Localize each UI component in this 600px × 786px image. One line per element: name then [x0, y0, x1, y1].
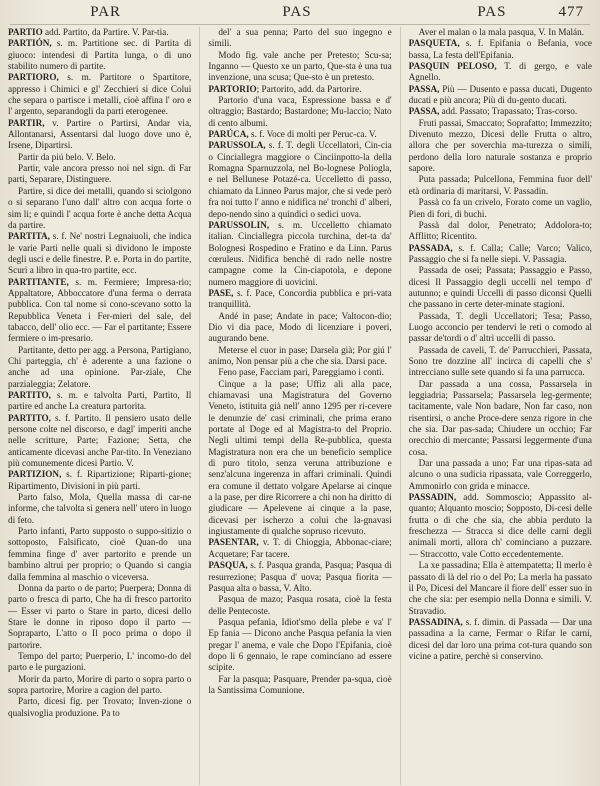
dictionary-entry: Cinque a la pase; Uffiz ali alla pace, chiamavasi una Magistratura del Governo Veneto, istituita già nell' anno 1295 per ri-cevere le denunzie de' casi criminali, che prima erano portate al Doge ed al Magistra-to del Proprio. Negli ultimi tempi della Re-pubblica, questa Magistratura non era che un beneficio semplice di puro titolo, senza veruna attribuzione e senz'alcuna ingerenza in affari criminali. Quindi era comune il dettato volgare Apelarse ai cinque a la pase, per dire Ricorrere a chi non ha diritto di giudicare — Apelevene ai cinque a la pase, dicevasi per ischerzo a colui che la-gnavasi ingiustamente di qualche sopruso ricevuto.	[208, 378, 392, 537]
column-divider	[400, 27, 401, 785]
dictionary-entry: PARÚCA, s. f. Voce di molti per Peruc-ca. V.	[208, 129, 377, 140]
entry-headword: PASENTAR,	[208, 537, 259, 548]
dictionary-entry: PASE, s. f. Pace, Concordia pubblica e pri-vata tranquillità.	[208, 287, 392, 310]
dictionary-entry: PARTITANTE, s. m. Fermiere; Impresa-rio; Appaltatore, Abboccatore d'una ferma o derrata pubblica. Con tal nome si cono-scevano sotto la Repubblica Veneta i Fer-mieri del sale, del tabacco, dell' olio ecc. — Far el partitante; Essere fermiere o im-presario.	[8, 276, 192, 344]
dictionary-entry: Passà dal dolor, Penetrato; Addolora-to; Afflitto; Ricentito.	[408, 219, 592, 242]
dictionary-entry: PARUSSOLIN, s. m. Uccelletto chiamato italian. Cinciallegra piccola turchina, det-ta da' Bolognesi Rospedino e Fratino e da Linn. Parus cœruleus. Nidifica benchè di rado nelle nostre campagne come la Cin-ciapotola, e depone numero maggiore di uovicini.	[208, 219, 392, 287]
dictionary-entry: Partir da piú belo. V. Belo.	[18, 151, 116, 162]
dictionary-entry: PARTIÓN, s. m. Partitione sec. di Partita di giuoco: intendesi di Partita lunga, o di uno stabilito numero di partite.	[8, 38, 192, 72]
dictionary-entry: Partorio d'una vaca, Espressione bassa e d' oltraggio; Bastardo; Bastardone; Mu-laccio; Nato di cento albumi.	[208, 95, 392, 128]
entry-headword: PARUSSOLA,	[208, 140, 266, 151]
dictionary-entry: Partire, si dice dei metalli, quando si sciolgono o si separano l'uno dall' altro con acqua forte o sim li; e quindi l' acqua forte è anche detta Acqua da partire.	[8, 185, 192, 230]
dictionary-entry: PASSADA, s. f. Calla; Calle; Varco; Valico, Passaggio che si fa nelle siepi. V. Passagia.	[408, 242, 592, 264]
dictionary-entry: La xe passadina; Ella è attempatetta; Il merlo è passato di là del rio o del Po; La merla ha passato il Po, Dicesi del Mancare il fiore dell' esser suo in che che sia: per esempio nella Donna e simili. V. Stravadio.	[408, 560, 592, 616]
dictionary-entry: Passada de caveli, T. de' Parrucchieri, Passata, Sono tre dozzine all' incirca di capelli che s' intrecciano sulle sete quando si fa una parrucca.	[408, 344, 592, 378]
dictionary-entry: Far la pasqua; Pasquare, Prender pa-squa, cioè la Santissima Comunione.	[208, 673, 392, 695]
dictionary-entry: PASSADIN, add. Sommoscio; Appassito al-quanto; Alquanto moscio; Sopposto, Di-cesi delle frutta o di che che sia, che abbia perduto la freschezza — Stracca si dice delle carni degli animali morti, allora ch' cominciano a puzzare. — Straccotto, vale Cotto eccedentemente.	[408, 492, 592, 559]
header-right-headword: PAS	[477, 4, 507, 20]
header-right	[393, 4, 590, 21]
column-left	[8, 27, 191, 785]
dictionary-entry: Modo fig. vale anche per Pretesto; Scu-sa; Inganno — Questo xe un parto, Que-sta è una tua invenzione, una scusa; Que-sto è un pretesto.	[208, 49, 392, 83]
entry-headword: PARTITO,	[8, 390, 51, 400]
entry-headword: PARTITO,	[8, 412, 51, 423]
dictionary-entry: Morir da parto, Morire di parto o sopra parto o sopra partorire, Morire a cagion del parto.	[8, 673, 192, 695]
dictionary-entry: Tempo del parto; Puerperio, L' incomo-do del parto e le purgazioni.	[8, 650, 192, 673]
dictionary-entry: PASQUETA, s. f. Epifania o Befania, voce bassa, La festa dell'Epifania.	[408, 38, 592, 60]
dictionary-entry: PARTIO add. Partito, da Partire. V. Par-tia.	[8, 27, 169, 37]
dictionary-entry: Meterse el cuor in pase; Darsela già; Por giú l' animo, Non pensar più a che che sia. Darsi pace.	[208, 344, 392, 366]
running-header	[10, 4, 590, 25]
entry-headword: PASSA,	[408, 83, 440, 94]
dictionary-entry: PARUSSOLA, s. f. T. degli Uccellatori, Cin-cia o Cinciallegra maggiore o Cinciinpotto-la della Romagna Sparnuzzola, nel Bo-lognese Poliogla, e nel Bellunese Potazé-ca. Uccelletto di passo, chiamato da Linneo Parus major, che si vede però fra noi tutto l' anno e nidifica ne' tronchi d' alberi, depo-nendo sino a quindici o sedici uova.	[208, 140, 392, 219]
column-middle	[208, 27, 391, 785]
dictionary-entry: Fruti passai, Smaccato; Soprafatto; Immezzito; Divenuto mezzo, Dicesi delle Frutta o altro, allora che per soverchia ma-turezza o simili, perdono della loro naturale sostanza e proprio sapore.	[408, 117, 592, 174]
dictionary-entry: PARTIZION, s. f. Ripartizione; Riparti-gione; Ripartimento, Divisioni in più parti.	[8, 469, 192, 491]
dictionary-entry: Feno pase, Facciam pari, Pareggiamo i conti.	[218, 367, 384, 378]
entry-headword: PASSADINA,	[408, 616, 463, 627]
entry-headword: PARUSSOLIN,	[208, 219, 270, 230]
entry-headword: PARTIORO,	[8, 72, 59, 83]
column-right	[409, 27, 592, 785]
header-center-headword: PAS	[282, 4, 312, 20]
dictionary-entry: Partir, vale ancora presso noi nel sign. di Far parti, Separare, Distinguere.	[8, 163, 192, 185]
entry-headword: PARTIÓN,	[8, 38, 52, 49]
dictionary-entry: PASSA, Più — Dusento e passa ducati, Dugento ducati e più ancora; Più di du-gento ducati.	[408, 83, 592, 106]
dictionary-entry: del' a sua penna; Parto del suo ingegno e simili.	[208, 27, 392, 49]
entry-headword: PARTIO	[8, 27, 46, 37]
dictionary-entry: PASQUIN PELOSO, T. di gergo, e vale Agnello.	[408, 61, 592, 83]
entry-headword: PASQUA,	[208, 560, 248, 571]
dictionary-entry: PARTITO, s. m. e talvolta Parti, Partito, Il partire ed anche La creatura partorita.	[8, 390, 192, 412]
entry-headword: PARTITANTE,	[8, 276, 69, 287]
dictionary-entry: Dar passada a una cossa, Passarsela in leggiadria; Passarsela; Passarsela leg-germente; tacitamente, vale Non badare, Non far caso, non risentirsi, o anche Proce-dere senza rigore in che che sia. Dar pas-sada; Chiudere un occhio; Far orecchio di mercante; Passarsi leggermente d'una cosa.	[408, 378, 592, 457]
dictionary-entry: Aver el malan o la mala pasqua, V. In Malán.	[418, 27, 584, 37]
entry-headword: PASSADA,	[408, 242, 453, 253]
entry-headword: PARÚCA,	[208, 129, 249, 140]
text-columns	[8, 27, 592, 785]
page-number: 477	[558, 4, 584, 20]
entry-headword: PASQUIN PELOSO,	[408, 61, 497, 72]
dictionary-entry: Partitante, detto per agg. a Persona, Partigiano, Chi parteggia, ch' è aderente a una fazione o anche ad una opinione. Par-ziale, Che parzialeggia; Zelatore.	[8, 344, 192, 389]
entry-headword: PASE,	[208, 287, 234, 298]
dictionary-entry: Parto infanti, Parto supposto o suppo-sitizio o sottoposto, Falsificato, cioè Quan-do una femmina finge d' aver partorito e prende un bambino altrui per proprio; o Quando si cangia dalla femmina al maschio o viceversa.	[8, 526, 192, 582]
dictionary-entry: Passà co fa un crivelo, Forato come un vaglio, Pien di fori, di buchi.	[408, 197, 592, 219]
entry-headword: PASSADIN,	[408, 492, 457, 503]
dictionary-entry: PARTIORO, s. m. Partitore o Spartitore, appresso i Chimici e gl' Zecchieri si dice Colui che separa o partisce i metalli, cioè affina l' oro e l' argento, separandogli da parti eterogenee.	[8, 72, 192, 117]
header-left-headword: PAR	[90, 4, 122, 20]
entry-headword: PARTORIO	[208, 83, 257, 94]
dictionary-entry: Dar una passada a uno; Far una ripas-sata ad alcuno o una sudicia ripassata, vale Correggerlo, Ammonirlo con grida e minacce.	[408, 458, 592, 491]
dictionary-entry: PARTORIO; Partorito, add. da Partorire.	[208, 83, 362, 94]
entry-headword: PARTIZION,	[8, 469, 62, 480]
dictionary-entry: Puta passada; Pulcellona, Femmina fuor dell' età ordinaria di maritarsi, V. Passadin.	[408, 174, 592, 196]
dictionary-entry: PASSA, add. Passato; Trapassato; Tras-corso.	[408, 106, 578, 117]
dictionary-entry: PASQUA, s. f. Pasqua granda, Pasqua; Pasqua di resurrezione; Pasqua d' uova; Pasqua fiorita — Pasqua alta o bassa, V. Alto.	[208, 560, 392, 593]
dictionary-entry: Passada, T. degli Uccellatori; Tesa; Passo, Luogo acconcio per tendervi le reti o comodo al passar de'tordi o d' altri uccelli di passo.	[408, 310, 592, 344]
dictionary-entry: Donna da parto o de parto; Puerpera; Donna di parto o fresca di parto, Che ha di fresco partorito — Esser vi parto o Stare in parto, dicesi dello Stare le donne in riposo dopo il parto — Sopraparto, L'atto o Il poco prima o dopo il partorire.	[8, 582, 192, 650]
entry-headword: PARTIR,	[8, 117, 45, 128]
dictionary-entry: Andé in pase; Andate in pace; Valtocon-dio; Dio vi dia pace, Modo di licenziare i poveri, augurando bene.	[208, 310, 392, 344]
dictionary-entry: Parto falso, Mola, Quella massa di car-ne informe, che talvolta si genera nell' utero in luogo di feto.	[8, 492, 192, 525]
column-divider	[199, 27, 200, 785]
dictionary-entry: PARTITA, s. f. Ne' nostri Legnaiuoli, che indica le varie Parti nelle quali si dividono le imposte degli usci e delle finestre. P. e. Porta in do partite, Scuri a libro in qua-tro partite, ecc.	[8, 231, 192, 276]
dictionary-entry: Pasqua de mazo; Pasqua rosata, cioè la festa delle Pentecoste.	[208, 594, 392, 616]
dictionary-entry: PASSADINA, s. f. dimin. di Passada — Dar una passadina a la carne, Fermar o Rifar le carni, dicesi del dar loro una prima cot-tura quando son vicine a patire, perchè si conservino.	[408, 616, 592, 661]
dictionary-entry: Pasqua pefania, Idiot'smo della plebe e va' l' Ep fania — Dicono anche Pasqua pefania la vien pregar l' anema, e vale che Dopo l'Epifania, cioè dopo li 6 gennaio, le rape cominciano ad essere scipite.	[208, 616, 392, 673]
dictionary-entry: PARTIR, v. Partire o Partirsi, Andar via, Allontanarsi, Assentarsi dal luogo dove uno è, Irsene, Dipartirsi.	[8, 117, 192, 151]
dictionary-entry: PASENTAR, v. T. di Chioggia, Abbonac-ciare; Acquetare; Far tacere.	[208, 537, 392, 559]
entry-headword: PASQUETA,	[408, 38, 460, 49]
entry-headword: PARTITA,	[8, 231, 50, 242]
entry-headword: PASSA,	[408, 106, 440, 117]
dictionary-entry: PARTITO, s. f. Partito. Il pensiero usato delle persone colte nel discorso, e dagl' imperiti anche nelle scritture, Parte; Fazione; Setta, che anticamente dicevasi anche Par-tito. In Veneziano più comunemente dicesi Partio. V.	[8, 412, 192, 469]
dictionary-entry: Parto, dicesi fig. per Trovato; Inven-zione o qualsivoglia produzione. Pa to	[8, 696, 192, 718]
dictionary-entry: Passada de osei; Passata; Passaggio e Passo, dicesi Il Passaggio degli uccelli nel tempo d' autunno; e quindi Uccelli di passo diconsi Quelli che passano in certe deter-minate stagioni.	[408, 265, 592, 310]
